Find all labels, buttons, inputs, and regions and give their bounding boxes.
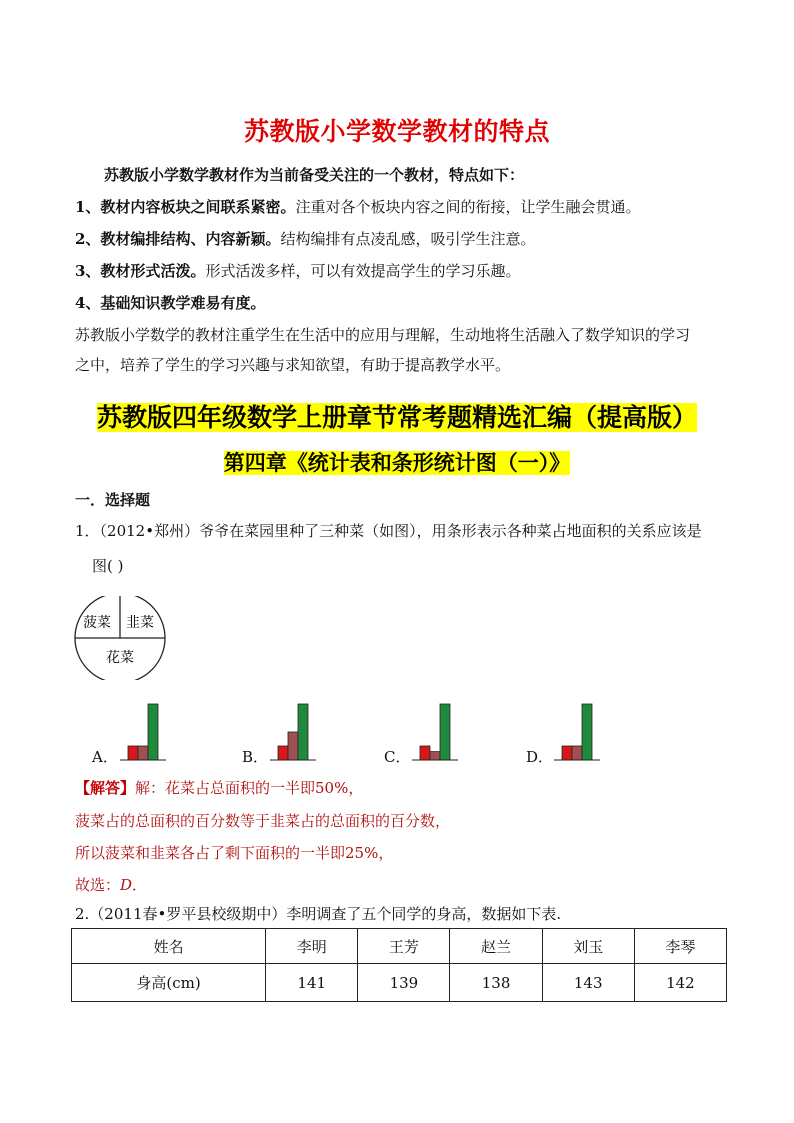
point-bold: 4、基础知识教学难易有度。: [75, 294, 266, 312]
bar-c-2: [430, 752, 440, 760]
option-label: C．: [384, 748, 411, 766]
answer-text: 解：花菜占总面积的一半即50%，: [135, 779, 364, 797]
bar-d-1: [562, 746, 572, 760]
point-bold: 3、教材形式活泼。: [75, 262, 206, 280]
answer-line-3: 所以菠菜和韭菜各占了剩下面积的一半即25%，: [75, 844, 394, 862]
bar-b-1: [278, 746, 288, 760]
intro-point-2: [75, 228, 535, 249]
answer-line-2: 菠菜占的总面积的百分数等于韭菜占的总面积的百分数，: [75, 812, 451, 830]
intro-point-3: [75, 260, 520, 281]
table-header-cell: 李明: [266, 929, 358, 964]
section-label: 一．选择题: [75, 491, 151, 509]
table-cell: 139: [358, 964, 450, 1002]
intro-lead: 苏教版小学数学教材作为当前备受关注的一个教材，特点如下：: [104, 166, 525, 184]
bar-d-2: [572, 746, 582, 760]
option-label: A．: [92, 748, 118, 766]
answer-prefix: 故选：: [75, 876, 121, 894]
sub-heading: [0, 447, 794, 477]
answer-suffix: ．: [132, 876, 148, 894]
vegetable-pie-chart: [73, 596, 167, 680]
answer-line-4: [75, 874, 147, 895]
table-cell: 138: [450, 964, 542, 1002]
table-header-cell: 赵兰: [450, 929, 542, 964]
table-cell: 143: [542, 964, 634, 1002]
main-heading-text: 苏教版四年级数学上册章节常考题精选汇编（提高版）: [96, 403, 697, 432]
answer-line-1: [75, 777, 363, 798]
intro-summary-1: 苏教版小学数学的教材注重学生在生活中的应用与理解，生动地将生活融入了数学知识的学习: [75, 326, 691, 344]
bar-a-2: [138, 746, 148, 760]
pie-label-leek: 韭菜: [126, 615, 154, 631]
bar-a-1: [128, 746, 138, 760]
option-bar-chart: [118, 690, 188, 762]
bar-b-2: [288, 732, 298, 760]
bar-c-3: [440, 704, 450, 760]
table-header-cell: 李琴: [634, 929, 726, 964]
option-bar-chart: [268, 690, 338, 762]
point-text: 形式活泼多样，可以有效提高学生的学习乐趣。: [205, 262, 521, 280]
table-header-row: [72, 929, 727, 964]
bar-b-3: [298, 704, 308, 760]
height-table: [71, 928, 727, 1002]
point-bold: 2、教材编排结构、内容新颖。: [75, 230, 281, 248]
pie-label-spinach: 菠菜: [83, 615, 111, 631]
bar-d-3: [582, 704, 592, 760]
intro-title: 苏教版小学数学教材的特点: [243, 117, 550, 146]
option-label: D．: [526, 748, 554, 766]
table-row: [72, 964, 727, 1002]
q1-line2: 图( ): [92, 557, 124, 575]
option-bar-chart: [410, 690, 480, 762]
point-text: 结构编排有点凌乱感，吸引学生注意。: [280, 230, 536, 248]
answer-choice: D: [120, 876, 133, 894]
q1-line1: 1．（2012•郑州）爷爷在菜园里种了三种菜（如图），用条形表示各种菜占地面积的关系应该是: [75, 522, 702, 540]
option-label: B．: [242, 748, 269, 766]
intro-point-4: [75, 292, 265, 313]
table-header-cell: 王芳: [358, 929, 450, 964]
intro-summary-2: 之中，培养了学生的学习兴趣与求知欲望，有助于提高教学水平。: [75, 356, 511, 374]
pie-label-cauliflower: 花菜: [106, 650, 134, 666]
option-bar-chart: [552, 690, 622, 762]
point-text: 注重对各个板块内容之间的衔接，让学生融会贯通。: [295, 198, 641, 216]
table-row-label: 身高(cm): [72, 964, 266, 1002]
table-header-cell: 姓名: [72, 929, 266, 964]
table-header-cell: 刘玉: [542, 929, 634, 964]
point-bold: 1、教材内容板块之间联系紧密。: [75, 198, 296, 216]
q2-line1: 2.（2011春•罗平县校级期中）李明调查了五个同学的身高，数据如下表.: [75, 905, 562, 923]
sub-heading-text: 第四章《统计表和条形统计图（一）》: [223, 451, 571, 475]
main-heading: [0, 398, 794, 434]
table-cell: 141: [266, 964, 358, 1002]
table-cell: 142: [634, 964, 726, 1002]
bar-c-1: [420, 746, 430, 760]
intro-point-1: [75, 196, 640, 217]
answer-tag: 【解答】: [75, 779, 136, 797]
bar-a-3: [148, 704, 158, 760]
